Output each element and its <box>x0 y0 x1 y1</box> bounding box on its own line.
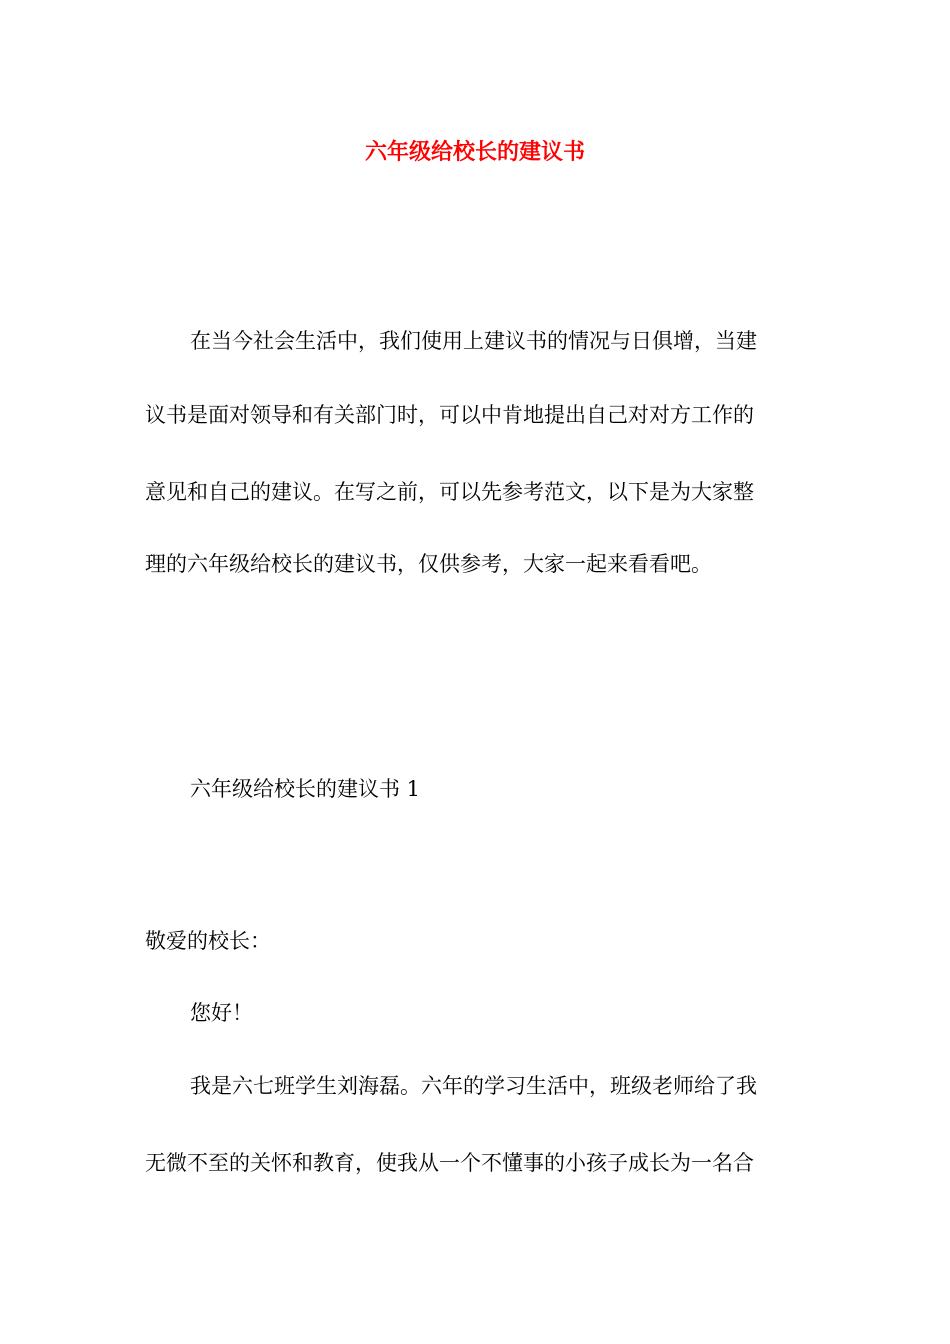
document-title: 六年级给校长的建议书 <box>364 139 585 165</box>
section-heading: 六年级给校长的建议书 1 <box>190 777 421 801</box>
greeting: 您好！ <box>190 1001 253 1025</box>
body-line-1: 我是六七班学生刘海磊。六年的学习生活中，班级老师给了我 <box>190 1074 757 1098</box>
body-line-2: 无微不至的关怀和教育，使我从一个不懂事的小孩子成长为一名合 <box>145 1151 754 1175</box>
intro-line-3: 意见和自己的建议。在写之前，可以先参考范文，以下是为大家整 <box>145 480 754 504</box>
salutation: 敬爱的校长： <box>145 929 271 953</box>
intro-line-1: 在当今社会生活中，我们使用上建议书的情况与日俱增，当建 <box>190 329 757 353</box>
intro-line-2: 议书是面对领导和有关部门时，可以中肯地提出自己对对方工作的 <box>145 403 754 427</box>
intro-line-4: 理的六年级给校长的建议书，仅供参考，大家一起来看看吧。 <box>145 552 712 576</box>
